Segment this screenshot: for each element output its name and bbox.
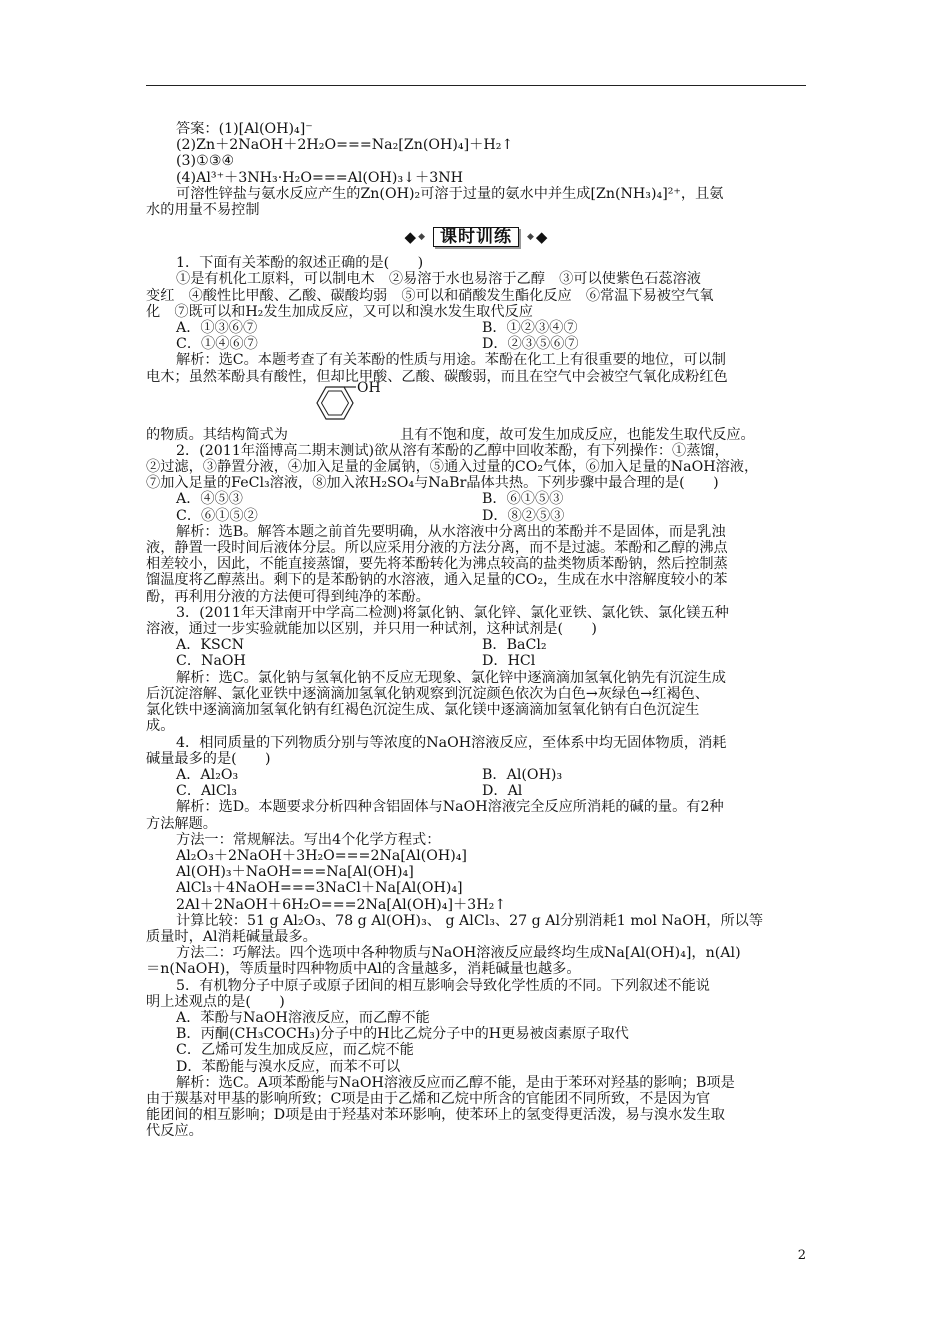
q1-options-row [146,320,806,336]
answer-line-1: 答案：(1)[Al(OH)₄]⁻ [176,121,313,137]
q4-option-d: D．Al [482,783,523,800]
q3-explanation: 解析：选C。氯化钠与氢氧化钠不反应无现象、氯化锌中逐滴滴加氢氧化钠先有沉淀生成 [176,669,726,686]
q2-option-d: D．⑧②⑤③ [482,507,565,524]
q5-option-b: B．丙酮(CH₃COCH₃)分子中的H比乙烷分子中的H更易被卤素原子取代 [176,1026,629,1043]
q4-stem: 4．相同质量的下列物质分别与等浓度的NaOH溶液反应，至体系中均无固体物质，消耗 [176,734,727,751]
q3-option-a: A．KSCN [176,637,245,654]
q3-options-row [146,653,806,669]
section-banner [146,223,806,251]
q5-stem: 明上述观点的是( ) [146,993,285,1010]
q5-explanation: 能团间的相互影响；D项是由于羟基对苯环影响，使苯环上的氢变得更活泼，易与溴水发生取 [146,1107,725,1124]
q2-stem: ⑦加入足量的FeCl₃溶液，⑧加入浓H₂SO₄与NaBr晶体共热。下列步骤中最合理的是( ) [146,475,719,492]
q4-options-row [146,767,806,783]
q4-explanation: 解析：选D。本题要求分析四种含铝固体与NaOH溶液完全反应所消耗的碱的量。有2种 [176,799,724,816]
q2-explanation: 相差较小，因此，不能直接蒸馏，要先将苯酚转化为沸点较高的盐类物质苯酚钠，然后控制蒸 [146,556,728,573]
answer-line-2: (2)Zn＋2NaOH＋2H₂O===Na₂[Zn(OH)₄]＋H₂↑ [176,137,514,154]
q4-explanation: 方法解题。 [146,815,217,832]
q2-options-row [146,508,806,524]
document-body [146,121,806,1140]
q3-explanation: 氯化铁中逐滴滴加氢氧化钠有红褐色沉淀生成、氯化镁中逐滴滴加氢氧化钠有白色沉淀生 [146,702,700,719]
q5-stem: 5．有机物分子中原子或原子团间的相互影响会导致化学性质的不同。下列叙述不能说 [176,977,710,994]
diamond-small-icon: ◆ [418,232,425,243]
answer-line-5: 可溶性锌盐与氨水反应产生的Zn(OH)₂可溶于过量的氨水中并生成[Zn(NH₃)₄]²⁺，且氨 [176,185,724,202]
q3-option-b: B．BaCl₂ [482,637,547,654]
phenol-structure-diagram [306,377,406,439]
q3-stem: 溶液，通过一步实验就能加以区别，并只用一种试剂，这种试剂是( ) [146,621,597,638]
q1-options-row [146,336,806,352]
q1-structure-line [146,379,806,443]
diamond-icon: ◆ [404,228,417,247]
q2-explanation: 液，静置一段时间后液体分层。所以应采用分液的方法分离，而不是过滤。苯酚和乙醇的沸点 [146,540,728,557]
q3-option-d: D．HCl [482,653,536,670]
q2-explanation: 酚，再利用分液的方法便可得到纯净的苯酚。 [146,588,430,605]
q2-options-row [146,491,806,507]
diamond-icon: ◆ [535,228,548,247]
q1-stem: 1．下面有关苯酚的叙述正确的是( ) [176,255,424,272]
q4-option-b: B．Al(OH)₃ [482,766,563,783]
hydroxyl-label: OH [357,379,381,396]
q1-option-a: A．①③⑥⑦ [176,320,258,337]
q3-explanation: 后沉淀溶解、氯化亚铁中逐滴滴加氢氧化钠观察到沉淀颜色依次为白色→灰绿色→红褐色、 [146,685,709,702]
q4-equation: Al₂O₃＋2NaOH＋3H₂O===2Na[Al(OH)₄] [176,847,467,864]
q1-option-c: C．①④⑥⑦ [176,336,258,353]
q5-explanation: 由于羰基对甲基的影响所致；C项是由于乙烯和乙烷中所含的官能团不同所致，不是因为官 [146,1090,711,1107]
q2-stem: ②过滤，③静置分液，④加入足量的金属钠，⑤通入过量的CO₂气体，⑥加入足量的NaOH溶液， [146,459,759,476]
q3-explanation: 成。 [146,718,175,735]
q2-stem: 2．(2011年淄博高二期末测试)欲从溶有苯酚的乙醇中回收苯酚，有下列操作：①蒸馏， [176,442,729,459]
section-title: 课时训练 [433,227,519,247]
q4-option-c: C．AlCl₃ [176,783,237,800]
q1-explanation: 电木；虽然苯酚具有酸性，但却比甲酸、乙酸、碳酸弱，而且在空气中会被空气氧化成粉红色 [146,368,728,385]
q2-option-c: C．⑥①⑤② [176,507,258,524]
q4-option-a: A．Al₂O₃ [176,766,239,783]
q4-stem: 碱量最多的是( ) [146,750,271,767]
q4-options-row [146,783,806,799]
q4-equation: AlCl₃＋4NaOH===3NaCl＋Na[Al(OH)₄] [176,880,463,897]
q5-explanation: 代反应。 [146,1123,203,1140]
q2-explanation: 馏温度将乙醇蒸出。剩下的是苯酚钠的水溶液，通入足量的CO₂，生成在水中溶解度较小的苯 [146,572,728,589]
q4-method-two: ＝n(NaOH)，等质量时四种物质中Al的含量越多，消耗碱量也越多。 [146,961,581,978]
q2-option-a: A．④⑤③ [176,491,243,508]
q1-explanation: 的物质。其结构简式为 [146,426,288,443]
q4-equation: Al(OH)₃＋NaOH===Na[Al(OH)₄] [176,864,414,881]
q1-statement: 变红 ④酸性比甲酸、乙酸、碳酸均弱 ⑤可以和硝酸发生酯化反应 ⑥常温下易被空气氧 [146,287,714,304]
q1-option-b: B．①②③④⑦ [482,320,578,337]
q5-option-a: A．苯酚与NaOH溶液反应，而乙醇不能 [176,1009,430,1026]
q4-equation: 2Al＋2NaOH＋6H₂O===2Na[Al(OH)₄]＋3H₂↑ [176,896,507,913]
q1-explanation: 且有不饱和度，故可发生加成反应，也能发生取代反应。 [400,426,755,443]
q2-option-b: B．⑥①⑤③ [482,491,564,508]
q4-calculation: 计算比较：51 g Al₂O₃、78 g Al(OH)₃、 g AlCl₃、27 g Al分别消耗1 mol NaOH，所以等 [176,912,764,929]
q1-statement: ①是有机化工原料，可以制电木 ②易溶于水也易溶于乙醇 ③可以使紫色石蕊溶液 [176,271,701,288]
answer-line-6: 水的用量不易控制 [146,202,260,219]
q5-option-d: D．苯酚能与溴水反应，而苯不可以 [176,1058,401,1075]
q2-explanation: 解析：选B。解答本题之前首先要明确，从水溶液中分离出的苯酚并不是固体，而是乳浊 [176,523,726,540]
diamond-small-icon: ◆ [527,232,534,243]
q1-option-d: D．②③⑤⑥⑦ [482,336,579,353]
header-rule [146,85,806,86]
q5-explanation: 解析：选C。A项苯酚能与NaOH溶液反应而乙醇不能，是由于苯环对羟基的影响；B项是 [176,1074,735,1091]
q5-option-c: C．乙烯可发生加成反应，而乙烷不能 [176,1042,414,1059]
q3-stem: 3．(2011年天津南开中学高二检测)将氯化钠、氯化锌、氯化亚铁、氯化铁、氯化镁五种 [176,604,729,621]
answer-line-3: (3)①③④ [176,153,235,170]
page-number: 2 [797,1248,806,1263]
q1-explanation: 解析：选C。本题考查了有关苯酚的性质与用途。苯酚在化工上有很重要的地位，可以制 [176,352,726,369]
q3-option-c: C．NaOH [176,653,246,670]
q1-statement: 化 ⑦既可以和H₂发生加成反应，又可以和溴水发生取代反应 [146,303,533,320]
q4-method-two: 方法二：巧解法。四个选项中各种物质与NaOH溶液反应最终均生成Na[Al(OH)₄]，n(Al) [176,945,741,962]
answer-line-4: (4)Al³⁺＋3NH₃·H₂O===Al(OH)₃↓＋3NH [176,169,464,186]
q3-options-row [146,637,806,653]
q4-calculation: 质量时，Al消耗碱量最多。 [146,928,317,945]
q4-method-one: 方法一：常规解法。写出4个化学方程式： [176,831,441,848]
